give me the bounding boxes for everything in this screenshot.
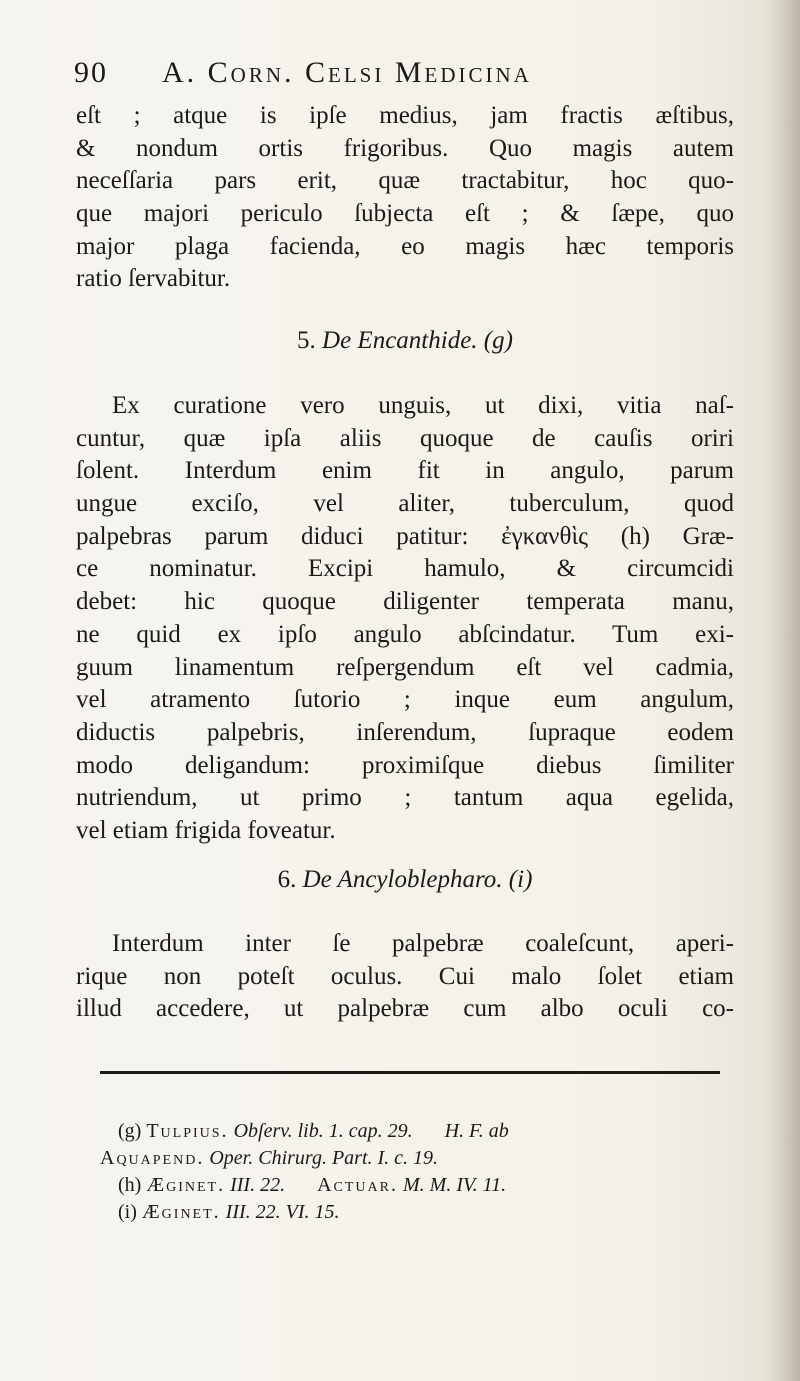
running-header [74, 56, 734, 96]
page-number: 90 [74, 56, 108, 89]
text-line: eſt ; atque is ipſe medius, jam fractis æſtibus, [76, 102, 734, 129]
text-line: rique non poteſt oculus. Cui malo ſolet etiam [76, 962, 734, 990]
footnote-author: Æginet. [146, 1174, 226, 1196]
section-heading-5 [76, 327, 734, 355]
text-line: que majori periculo ſubjecta eſt ; & ſæpe, quo [76, 200, 734, 228]
footnote-i [100, 1199, 740, 1226]
text-line: Interdum inter ſe palpebræ coaleſcunt, aperi- [112, 930, 734, 957]
running-title: A. Corn. Celsi Medicina [162, 56, 532, 89]
footnote-reference: M. M. IV. 11. [403, 1174, 507, 1196]
footnote-author: Actuar. [317, 1174, 398, 1196]
footnote-reference: H. F. ab [444, 1120, 509, 1142]
text-line: diductis palpebris, inſerendum, ſupraque eodem [76, 718, 734, 746]
footnote-mark: (h) [118, 1174, 142, 1196]
footnote-author: Aquapend. [100, 1147, 205, 1169]
section-heading-6 [76, 866, 734, 894]
text-line: modo deligandum: proximiſque diebus ſimiliter [76, 751, 734, 779]
footnote-reference: III. 22. VI. 15. [225, 1201, 340, 1223]
footnote-author: Æginet. [141, 1201, 221, 1223]
text-line: vel etiam frigida foveatur. [76, 816, 336, 844]
text-line: cuntur, quæ ipſa aliis quoque de cauſis oriri [76, 424, 734, 452]
footnote-reference: Obſerv. lib. 1. cap. 29. [233, 1120, 413, 1142]
footnote-g [100, 1118, 740, 1145]
text-line: guum linamentum reſpergendum eſt vel cadmia, [76, 653, 734, 681]
text-line: & nondum ortis frigoribus. Quo magis autem [76, 134, 734, 162]
footnote-mark: (g) [118, 1120, 142, 1142]
footnote-mark: (i) [508, 866, 533, 893]
footnote-author: Tulpius. [146, 1120, 229, 1142]
page-edge-shadow [762, 0, 800, 1381]
text-line: ce nominatur. Excipi hamulo, & circumcidi [76, 555, 734, 583]
paragraph-1 [76, 100, 734, 296]
text-line: debet: hic quoque diligenter temperata manu, [76, 588, 734, 616]
text-line: major plaga facienda, eo magis hæc temporis [76, 232, 734, 260]
section-title: De Encanthide. [322, 327, 478, 354]
text-line: palpebras parum diduci patitur: ἐγκανθὶς (h) Græ- [76, 522, 734, 550]
paragraph-2 [76, 390, 734, 848]
text-line: nutriendum, ut primo ; tantum aqua egelida, [76, 784, 734, 812]
footnote-h [100, 1172, 740, 1199]
section-number: 6. [277, 866, 297, 893]
text-line: vel atramento ſutorio ; inque eum angulum, [76, 686, 734, 714]
paragraph-3 [76, 928, 734, 1026]
footnote-g-continued [100, 1145, 740, 1172]
footnote-rule [100, 1071, 720, 1074]
footnotes [100, 1118, 740, 1226]
footnote-reference: III. 22. [230, 1174, 286, 1196]
section-number: 5. [297, 327, 316, 354]
text-line: ne quid ex ipſo angulo abſcindatur. Tum exi- [76, 620, 734, 648]
text-line: ungue exciſo, vel aliter, tuberculum, quod [76, 490, 734, 518]
text-line: illud accedere, ut palpebræ cum albo oculi co- [76, 995, 734, 1023]
footnote-reference: Oper. Chirurg. Part. I. c. 19. [209, 1147, 439, 1169]
text-line: neceſſaria pars erit, quæ tractabitur, hoc quo- [76, 167, 734, 195]
text-line: Ex curatione vero unguis, ut dixi, vitia naſ- [112, 392, 734, 419]
footnote-mark: (g) [483, 327, 513, 354]
section-title: De Ancyloblepharo. [302, 866, 503, 893]
text-line: ſolent. Interdum enim fit in angulo, parum [76, 457, 734, 485]
text-line: ratio ſervabitur. [76, 265, 231, 293]
footnote-mark: (i) [118, 1201, 137, 1223]
